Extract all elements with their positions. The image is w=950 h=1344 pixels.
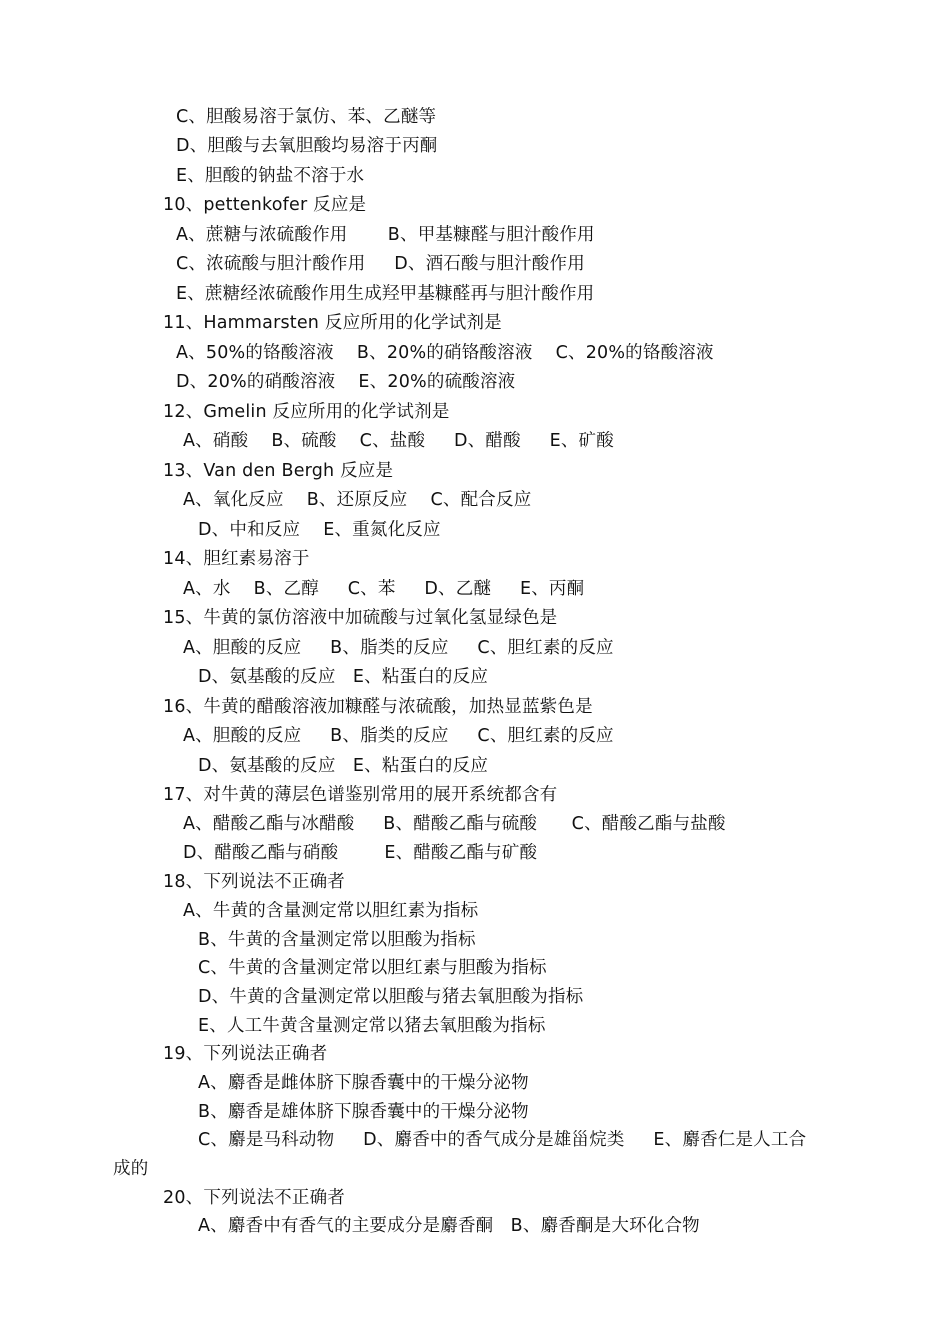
option-line: C、牛黄的含量测定常以胆红素与胆酸为指标 [198, 958, 547, 978]
option-line: C、胆酸易溶于氯仿、苯、乙醚等 [176, 107, 437, 127]
question-line: 10、pettenkofer 反应是 [163, 195, 367, 215]
option-line: D、牛黄的含量测定常以胆酸与猪去氧胆酸为指标 [198, 987, 584, 1007]
option-line: B、牛黄的含量测定常以胆酸为指标 [198, 930, 476, 950]
question-line: 16、牛黄的醋酸溶液加糠醛与浓硫酸，加热显蓝紫色是 [163, 697, 593, 717]
question-line: 13、Van den Bergh 反应是 [163, 461, 394, 481]
option-line: D、中和反应 E、重氮化反应 [198, 520, 441, 540]
option-line: E、胆酸的钠盐不溶于水 [176, 166, 365, 186]
option-line: A、硝酸 B、硫酸 C、盐酸 D、醋酸 E、矿酸 [183, 431, 614, 451]
option-continuation: 成的 [113, 1159, 149, 1179]
option-line: D、胆酸与去氧胆酸均易溶于丙酮 [176, 136, 438, 156]
option-line: A、胆酸的反应 B、脂类的反应 C、胆红素的反应 [183, 638, 614, 658]
option-line: D、氨基酸的反应 E、粘蛋白的反应 [198, 667, 489, 687]
question-line: 15、牛黄的氯仿溶液中加硫酸与过氧化氢显绿色是 [163, 608, 558, 628]
question-line: 11、Hammarsten 反应所用的化学试剂是 [163, 313, 502, 333]
option-line: A、50%的铬酸溶液 B、20%的硝铬酸溶液 C、20%的铬酸溶液 [176, 343, 714, 363]
option-line: D、醋酸乙酯与硝酸 E、醋酸乙酯与矿酸 [183, 843, 538, 863]
option-line: A、牛黄的含量测定常以胆红素为指标 [183, 901, 479, 921]
option-line: D、20%的硝酸溶液 E、20%的硫酸溶液 [176, 372, 516, 392]
question-line: 14、胆红素易溶于 [163, 549, 310, 569]
option-line: A、水 B、乙醇 C、苯 D、乙醚 E、丙酮 [183, 579, 585, 599]
option-line: A、胆酸的反应 B、脂类的反应 C、胆红素的反应 [183, 726, 614, 746]
option-line: A、蔗糖与浓硫酸作用 B、甲基糠醛与胆汁酸作用 [176, 225, 595, 245]
option-line: B、麝香是雄体脐下腺香囊中的干燥分泌物 [198, 1102, 529, 1122]
option-line: C、浓硫酸与胆汁酸作用 D、酒石酸与胆汁酸作用 [176, 254, 585, 274]
question-line: 18、下列说法不正确者 [163, 872, 345, 892]
option-line: A、氧化反应 B、还原反应 C、配合反应 [183, 490, 532, 510]
option-line: A、麝香是雌体脐下腺香囊中的干燥分泌物 [198, 1073, 529, 1093]
option-line: A、醋酸乙酯与冰醋酸 B、醋酸乙酯与硫酸 C、醋酸乙酯与盐酸 [183, 814, 726, 834]
question-line: 17、对牛黄的薄层色谱鉴别常用的展开系统都含有 [163, 785, 558, 805]
option-line: A、麝香中有香气的主要成分是麝香酮 B、麝香酮是大环化合物 [198, 1216, 700, 1236]
option-line: D、氨基酸的反应 E、粘蛋白的反应 [198, 756, 489, 776]
question-line: 12、Gmelin 反应所用的化学试剂是 [163, 402, 450, 422]
question-line: 19、下列说法正确者 [163, 1044, 328, 1064]
option-line: E、蔗糖经浓硫酸作用生成羟甲基糠醛再与胆汁酸作用 [176, 284, 595, 304]
question-line: 20、下列说法不正确者 [163, 1188, 345, 1208]
option-line: E、人工牛黄含量测定常以猪去氧胆酸为指标 [198, 1016, 546, 1036]
option-line: C、麝是马科动物 D、麝香中的香气成分是雄甾烷类 E、麝香仁是人工合 [198, 1130, 807, 1150]
